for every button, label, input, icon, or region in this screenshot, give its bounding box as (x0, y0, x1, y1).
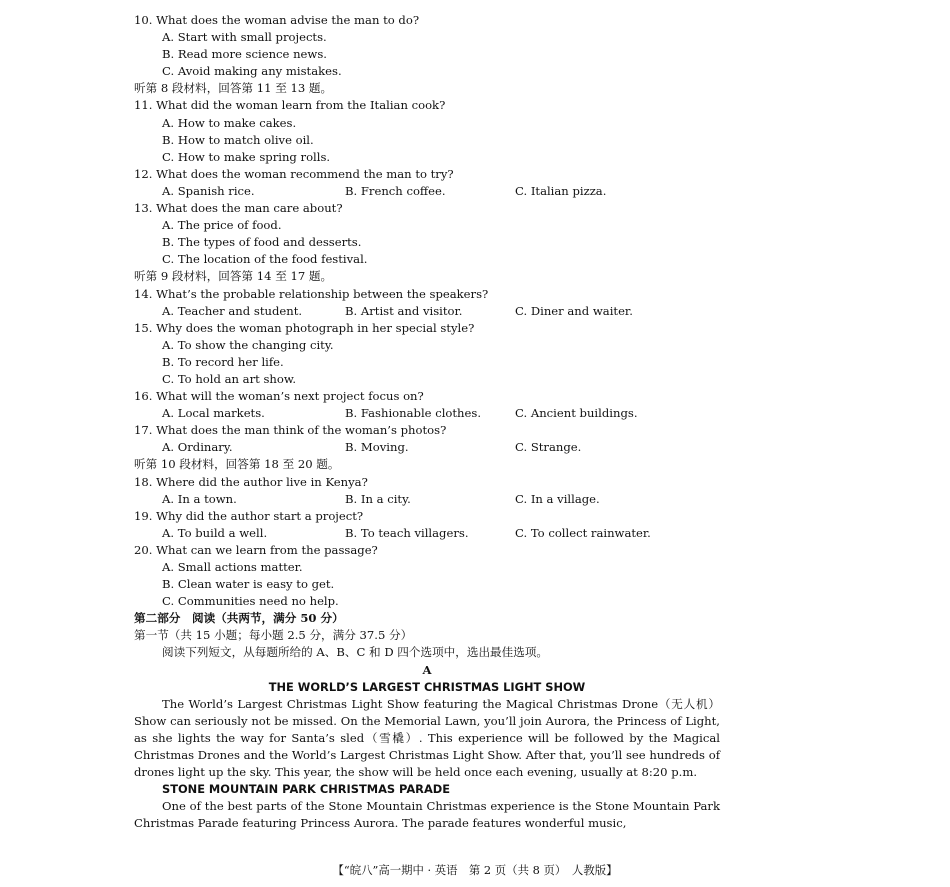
question-20: 20. What can we learn from the passage? (134, 542, 378, 557)
option-20a: A. Small actions matter. (162, 560, 303, 574)
option-11b: B. How to match olive oil. (162, 132, 314, 147)
option-19b: B. To teach villagers. (345, 525, 469, 540)
option-16b: B. Fashionable clothes. (345, 406, 482, 421)
passage-letter: A (422, 662, 432, 677)
question-18: 18. Where did the author live in Kenya? (134, 474, 368, 489)
part-2-section-1: 第一节（共 15 小题；每小题 2.5 分，满分 37.5 分） (134, 628, 413, 643)
question-14: 14. What’s the probable relationship between the speakers? (134, 286, 489, 301)
option-20b: B. Clean water is easy to get. (162, 577, 335, 592)
section-10-header: 听第 10 段材料，回答第 18 至 20 题。 (134, 457, 340, 472)
option-10c: C. Avoid making any mistakes. (162, 64, 342, 79)
option-18c: C. In a village. (515, 491, 600, 506)
options-16 (134, 405, 720, 422)
options-17 (134, 439, 720, 456)
paragraph-1: The World’s Largest Christmas Light Show featuring the Magical Christmas Drone（无人机）Show can seriously not be missed. On the Memorial Lawn, you’ll join Aurora, the Princess of Light, as she lights the way for Santa’s sled（雪橇）. This experience will be followed by the Magical Christmas Drones and the World’s Largest Christmas Light Show. After that, you’ll see hundreds of drones light up the sky. This year, the show will be held once each evening, usually at 8:20 p.m. (134, 696, 720, 780)
option-10a: A. Start with small projects. (162, 30, 327, 45)
option-12b: B. French coffee. (345, 183, 446, 198)
option-18b: B. In a city. (345, 491, 411, 506)
question-10: 10. What does the woman advise the man to do? (134, 13, 420, 27)
option-17a: A. Ordinary. (162, 440, 233, 455)
paragraph-2: One of the best parts of the Stone Mountain Christmas experience is the Stone Mountain Park Christmas Parade featuring Princess Aurora. The parade features wonderful music, (134, 799, 720, 831)
section-8-header: 听第 8 段材料，回答第 11 至 13 题。 (134, 81, 333, 96)
question-17: 17. What does the man think of the woman’s photos? (134, 423, 447, 438)
option-14a: A. Teacher and student. (162, 303, 303, 318)
option-10b: B. Read more science news. (162, 47, 327, 62)
options-19 (134, 525, 720, 542)
question-11: 11. What did the woman learn from the Italian cook? (134, 98, 446, 113)
reading-instructions: 阅读下列短文，从每题所给的 A、B、C 和 D 四个选项中，选出最佳选项。 (162, 645, 549, 660)
section-9-header: 听第 9 段材料，回答第 14 至 17 题。 (134, 269, 333, 284)
option-20c: C. Communities need no help. (162, 594, 339, 609)
option-13c: C. The location of the food festival. (162, 252, 368, 267)
exam-page (134, 12, 720, 833)
option-13b: B. The types of food and desserts. (162, 235, 362, 250)
option-13a: A. The price of food. (162, 218, 282, 233)
option-11c: C. How to make spring rolls. (162, 149, 331, 164)
option-15b: B. To record her life. (162, 354, 284, 369)
option-14c: C. Diner and waiter. (515, 303, 633, 318)
option-11a: A. How to make cakes. (162, 115, 297, 130)
option-12a: A. Spanish rice. (162, 183, 255, 198)
option-18a: A. In a town. (162, 491, 237, 506)
part-2-header: 第二部分 阅读（共两节，满分 50 分） (134, 611, 344, 626)
options-18 (134, 491, 720, 508)
question-15: 15. Why does the woman photograph in her special style? (134, 320, 475, 335)
question-19: 19. Why did the author start a project? (134, 508, 364, 523)
option-16a: A. Local markets. (162, 406, 265, 421)
question-12: 12. What does the woman recommend the man to try? (134, 166, 454, 181)
article-title: THE WORLD’S LARGEST CHRISTMAS LIGHT SHOW (268, 679, 586, 694)
option-17c: C. Strange. (515, 440, 582, 455)
option-15a: A. To show the changing city. (162, 337, 334, 352)
question-16: 16. What will the woman’s next project focus on? (134, 389, 424, 404)
option-19a: A. To build a well. (162, 525, 268, 540)
option-17b: B. Moving. (345, 440, 409, 455)
option-19c: C. To collect rainwater. (515, 525, 651, 540)
option-14b: B. Artist and visitor. (345, 303, 463, 318)
options-12 (134, 183, 720, 200)
option-15c: C. To hold an art show. (162, 371, 297, 386)
option-12c: C. Italian pizza. (515, 183, 607, 198)
option-16c: C. Ancient buildings. (515, 406, 638, 421)
question-13: 13. What does the man care about? (134, 201, 343, 216)
page-footer: 【“皖八”高一期中 · 英语 第 2 页（共 8 页） 人教版】 (332, 863, 618, 877)
options-14 (134, 303, 720, 320)
section-subtitle: STONE MOUNTAIN PARK CHRISTMAS PARADE (162, 782, 450, 797)
